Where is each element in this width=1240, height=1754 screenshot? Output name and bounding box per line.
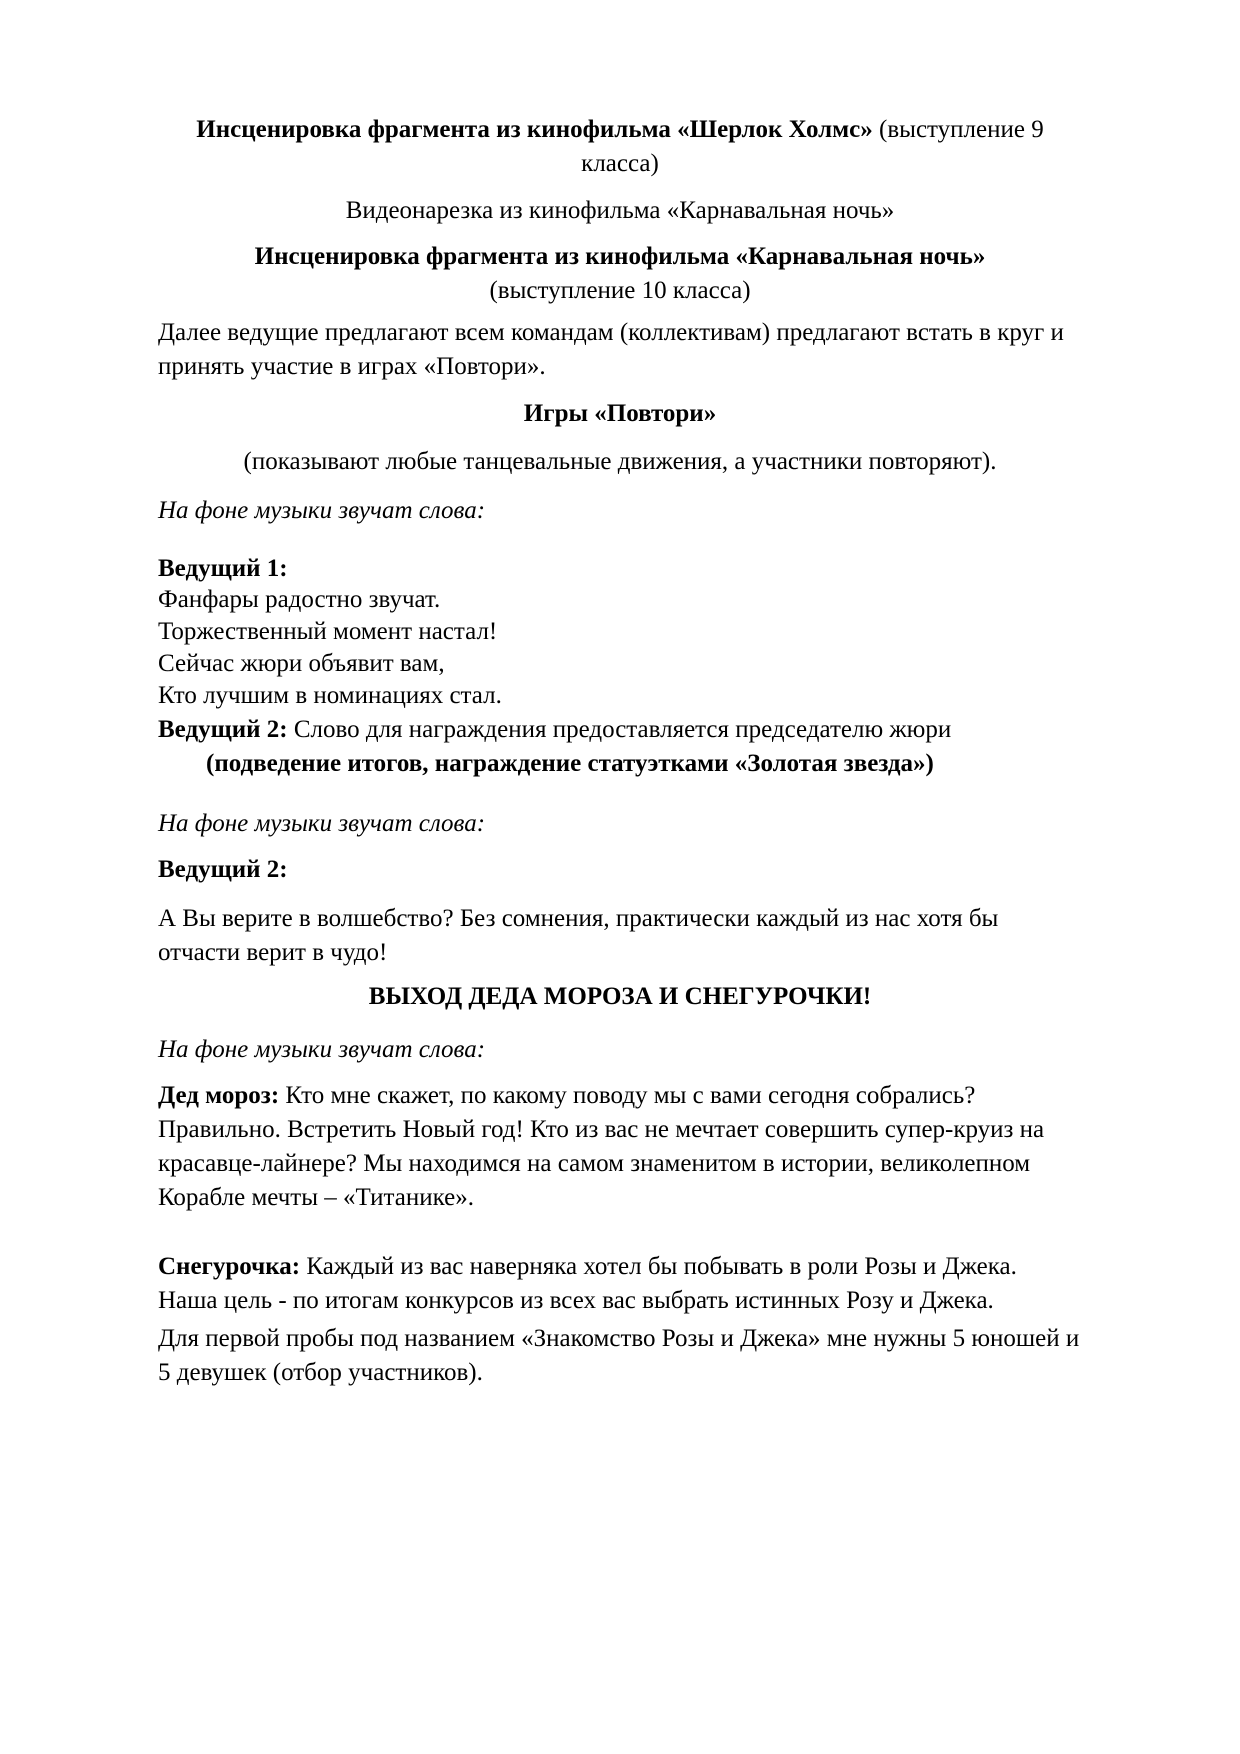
host1-verse-line: Торжественный момент настал!	[158, 618, 498, 645]
ded-moroz-text: Кто мне скажет, по какому поводу мы с вами сегодня собрались? Правильно. Встретить Новый год! Кто из вас не мечтает совершить супер-круиз на красавце-лайнере? Мы находимся на самом знаменитом в истории, великолепном Корабле мечты – «Титанике».	[158, 1082, 1045, 1211]
host2-label: Ведущий 2:	[158, 855, 288, 883]
host1-verse-line: Фанфары радостно звучат.	[158, 586, 441, 614]
heading-karnaval-bold: Инсценировка фрагмента из кинофильма «Карнавальная ночь»	[254, 243, 986, 271]
host1-label: Ведущий 1:	[158, 554, 288, 582]
host2-award-paragraph	[158, 713, 1082, 781]
host2-award-text: Слово для награждения предоставляется председателю жюри	[287, 716, 952, 744]
host2-award-label: Ведущий 2:	[158, 716, 288, 744]
exit-heading: ВЫХОД ДЕДА МОРОЗА И СНЕГУРОЧКИ!	[368, 982, 872, 1010]
heading-karnaval	[158, 240, 1082, 308]
host1-verse-line: Кто лучшим в номинациях стал.	[158, 681, 502, 709]
final-paragraph: Для первой пробы под названием «Знакомство Розы и Джека» мне нужны 5 юношей и 5 девушек (отбор участников).	[158, 1324, 1080, 1386]
host1-verse-line: Сейчас жюри объявит вам,	[158, 649, 445, 677]
snegurochka-paragraph	[158, 1250, 1082, 1318]
heading-sherlock-bold: Инсценировка фрагмента из кинофильма «Шерлок Холмс»	[196, 116, 873, 143]
ded-moroz-paragraph	[158, 1079, 1082, 1214]
music-cue-line-3: На фоне музыки звучат слова:	[158, 1035, 486, 1063]
magic-paragraph: А Вы верите в волшебство? Без сомнения, практически каждый из нас хотя бы отчасти верит в чудо!	[158, 905, 999, 966]
games-title: Игры «Повтори»	[523, 400, 717, 428]
video-cut-line: Видеонарезка из кинофильма «Карнавальная ночь»	[345, 196, 895, 224]
host1-block	[158, 553, 1082, 712]
snegurochka-text: Каждый из вас наверняка хотел бы побывать в роли Розы и Джека. Наша цель - по итогам конкурсов из всех вас выбрать истинных Розу и Джека.	[158, 1253, 1017, 1314]
games-note: (показывают любые танцевальные движения, а участники повторяют).	[243, 448, 997, 475]
heading-sherlock-normal: (выступление 9 класса)	[581, 116, 1044, 177]
ded-moroz-label: Дед мороз:	[158, 1082, 280, 1110]
heading-karnaval-normal: (выступление 10 класса)	[489, 277, 751, 304]
intro-paragraph: Далее ведущие предлагают всем командам (коллективам) предлагают встать в круг и принять участие в играх «Повтори».	[158, 318, 1064, 380]
heading-sherlock	[158, 113, 1082, 181]
music-cue-line-2: На фоне музыки звучат слова:	[158, 809, 486, 837]
music-cue-line-1: На фоне музыки звучат слова:	[158, 496, 486, 524]
snegurochka-label: Снегурочка:	[158, 1253, 301, 1281]
award-note: (подведение итогов, награждение статуэтками «Золотая звезда»)	[206, 750, 934, 777]
